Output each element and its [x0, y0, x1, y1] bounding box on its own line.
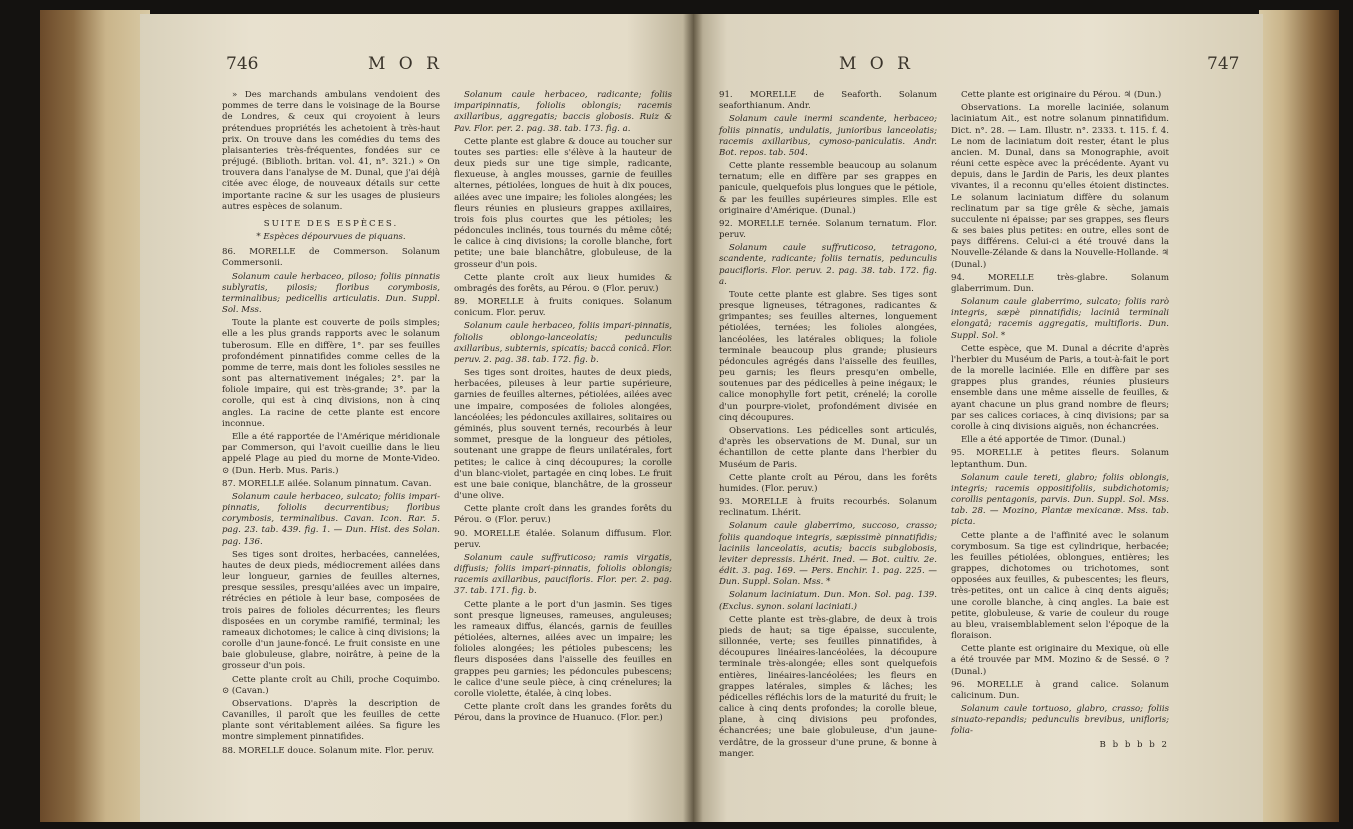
- latin-description: Solanum caule herbaceo, foliis impari-pinnatis, foliolis oblongo-lanceolatis; pedunculis axillaribus, subternis, spicatis; baccâ conicâ. Flor. peruv. 2. pag. 38. tab. 172. fig. b.: [454, 321, 672, 365]
- running-header: M O R: [839, 54, 914, 74]
- paragraph: Cette plante croît dans les grandes forêts du Pérou. ⊙ (Flor. peruv.): [454, 504, 672, 526]
- latin-description: Solanum caule suffruticoso; ramis virgatis, diffusis; foliis impari-pinnatis, foliolis oblongis; racemis axillaribus, paucifloris. Flor. per. 2. pag. 37. tab. 171. fig. b.: [454, 552, 672, 597]
- paragraph: Elle a été apportée de Timor. (Dunal.): [961, 435, 1126, 446]
- book-edge-left: [40, 10, 150, 822]
- paragraph: Cette plante est originaire du Mexique, où elle a été trouvée par MM. Mozino & de Sessé. ⊙ ? (Dunal.): [951, 644, 1169, 677]
- paragraph: Ses tiges sont droites, hautes de deux pieds, herbacées, pileuses à leur partie supérieure, garnies de feuilles alternes, pétiolées, ailées avec une impaire, composées de folioles alongées, lancéolées; les pédoncules axillaires, solitaires ou géminés, plus souvent ternés, recourbés à leur sommet, presque de la longueur des pétioles, soutenant une grappe de fleurs unilatérales, fort petites; le calice à cinq découpures; la corolle d'un blanc-violet, partagée en cinq lobes. Le fruit est une baie conique, blanchâtre, de la grosseur d'une olive.: [454, 368, 672, 502]
- paragraph: Cette plante est glabre & douce au toucher sur toutes ses parties: elle s'élève à la hauteur de deux pieds sur une tige simple, radicante, flexueuse, à angles mousses, garnie de feuilles alternes, pétiolées, longues de huit à dix pouces, ailées avec une impaire; les folioles alongées; les fleurs réunies en plusieurs grappes axillaires, trois fois plus courtes que les pétioles; les pédoncules inclinés, tous tournés du même côté; le calice à cinq divisions; la corolle blanche, fort petite; une baie blanchâtre, globuleuse, de la grosseur d'un pois.: [454, 136, 672, 270]
- signature-mark: B b b b b 2: [1099, 739, 1169, 750]
- paragraph: Cette espèce, que M. Dunal a décrite d'après l'herbier du Muséum de Paris, a tout-à-fait le port de la morelle laciniée. Elle en diffère par ses grappes plus grandes, réunies plusieurs ensemble dans une même aisselle de feuilles, & ayant chacune un plus grand nombre de fleurs; par ses calices coriaces, à cinq divisions; par sa corolle à cinq divisions aiguës, non échancrées.: [951, 343, 1169, 432]
- paragraph: Cette plante a le port d'un jasmin. Ses tiges sont presque ligneuses, rameuses, anguleuses; les rameaux diffus, élancés, garnis de feuilles pétiolées, alternes, ailées avec un impaire; les folioles alongées; les pétioles pubescens; les fleurs disposées dans l'aisselle des feuilles en grappes peu garnies; les pédoncules pubescens; le calice d'une seule pièce, à cinq crénelures; la corolle violette, étalée, à cinq lobes.: [454, 599, 672, 699]
- latin-description: Solanum caule herbaceo, radicante; foliis imparipinnatis, foliolis oblongis; racemis axillaribus, aggregatis; baccis globosis. Ruiz & Pav. Flor. per. 2. pag. 38. tab. 173. fig. a.: [454, 90, 672, 134]
- paragraph: Cette plante a de l'affinité avec le solanum corymbosum. Sa tige est cylindrique, herbacée; les feuilles pétiolées, oblongues, entières; les grappes, dichotomes ou trichotomes, sont opposées aux feuilles, & pubescentes; les fleurs, très-petites, ont un calice à cinq dents aiguës; une corolle blanche, à cinq angles. La baie est petite, globuleuse, & varie de couleur du rouge au bleu, vraisemblablement selon l'époque de la floraison.: [951, 530, 1169, 642]
- column-right: [951, 90, 1169, 762]
- page-number: 746: [226, 54, 259, 74]
- paragraph: Cette plante croît dans les grandes forêts du Pérou, dans la province de Huanuco. (Flor. per.): [454, 702, 672, 724]
- left-page: [140, 14, 693, 822]
- paragraph: Cette plante est très-glabre, de deux à trois pieds de haut; sa tige épaisse, succulente, sillonnée, verte; ses feuilles pinnatifides, à découpures linéaires-lancéolées, la découpure terminale très-alongée; elles sont quelquefois entières, linéaires-lancéolées; les fleurs en grappes latérales, simples & lâches; les pédicelles réfléchis lors de la maturité du fruit; le calice à cinq dents profondes; la corolle bleue, plane, à cinq divisions peu profondes, échancrées; une baie globuleuse, d'un jaune-verdâtre, de la grosseur d'une prune, & bonne à manger.: [719, 614, 937, 759]
- latin-description: Solanum caule herbaceo, piloso; foliis pinnatis sublyratis, pilosis; floribus corymbosis, terminalibus; pedicellis articulatis. Dun. Suppl. Sol. Mss.: [222, 271, 440, 316]
- species-entry: 93. MORELLE à fruits recourbés. Solanum reclinatum. Lhérit.: [719, 497, 937, 519]
- species-entry: 87. MORELLE ailée. Solanum pinnatum. Cavan.: [222, 478, 432, 489]
- latin-description: Solanum caule suffruticoso, tetragono, scandente, radicante; foliis ternatis, pedunculis paucifloris. Flor. peruv. 2. pag. 38. tab. 172. fig. a.: [719, 243, 937, 287]
- paragraph: Cette plante croît au Chili, proche Coquimbo. ⊙ (Cavan.): [222, 674, 440, 696]
- latin-description: Solanum caule glaberrimo, sulcato; foliis rarò integris, sæpè pinnatifidis; laciniâ terminali elongatâ; racemis aggregatis, multifloris. Dun. Suppl. Sol. *: [951, 297, 1169, 341]
- paragraph: Cette plante croît aux lieux humides & ombragés des forêts, au Pérou. ⊙ (Flor. peruv.): [454, 272, 672, 294]
- right-page: [693, 14, 1263, 822]
- paragraph: Toute cette plante est glabre. Ses tiges sont presque ligneuses, tétragones, radicantes & grimpantes; ses feuilles alternes, longuement pétiolées, ternées; les folioles alongées, lancéolées, les latérales obliques; la foliole terminale beaucoup plus grande; plusieurs pédoncules agrégés dans l'aisselle des feuilles, peu garnis; les fleurs presqu'en ombelle, soutenues par des pédicelles à peine inégaux; le calice monophylle fort petit, crénelé; la corolle d'un pourpre-violet, profondément divisée en cinq découpures.: [719, 289, 937, 423]
- paragraph: Cette plante croît au Pérou, dans les forêts humides. (Flor. peruv.): [719, 472, 937, 494]
- book-gutter: [683, 14, 703, 822]
- latin-description: Solanum caule tereti, glabro; foliis oblongis, integris; racemis oppositifoliis, subdichotomis; corollis pentagonis, parvis. Dun. Suppl. Sol. Mss. tab. 28. — Mozino, Plantæ mexicanæ. Mss. tab. picta.: [951, 472, 1169, 528]
- paragraph: Cette plante ressemble beaucoup au solanum ternatum; elle en diffère par ses grappes en panicule, quelquefois plus longues que le pétiole, & par les feuilles supérieures simples. Elle est originaire d'Amérique. (Dunal.): [719, 161, 937, 216]
- species-entry: 91. MORELLE de Seaforth. Solanum seaforthianum. Andr.: [719, 90, 937, 112]
- text-columns: [719, 90, 1169, 762]
- page-number: 747: [1207, 54, 1240, 74]
- paragraph: Observations. D'après la description de Cavanilles, il paroît que les feuilles de cette plante sont véritablement ailées. Sa figure les montre simplement pinnatifides.: [222, 698, 440, 743]
- species-entry: 95. MORELLE à petites fleurs. Solanum leptanthum. Dun.: [951, 448, 1169, 470]
- latin-description: Solanum laciniatum. Dun. Mon. Sol. pag. 139. (Exclus. synon. solani laciniati.): [719, 590, 937, 612]
- paragraph: Elle a été rapportée de l'Amérique méridionale par Commerson, qui l'avoit cueillie dans le lieu appelé Plage au pied du morne de Monte-Video. ⊙ (Dun. Herb. Mus. Paris.): [222, 431, 440, 476]
- species-entry: 96. MORELLE à grand calice. Solanum calicinum. Dun.: [951, 679, 1169, 701]
- latin-description: Solanum caule herbaceo, sulcato; foliis impari-pinnatis, foliolis decurrentibus; floribus corymbosis, terminalibus. Cavan. Icon. Rar. 5. pag. 23. tab. 439. fig. 1. — Dun. Hist. des Solan. pag. 136.: [222, 491, 440, 547]
- book-edge-right: [1259, 10, 1339, 822]
- column-right: [454, 90, 672, 759]
- latin-description: Solanum caule tortuoso, glabro, crasso; foliis sinuato-repandis; pedunculis brevibus, unifloris; folia-: [951, 704, 1169, 737]
- subsection-heading: * Espèces dépourvues de piquans.: [256, 232, 406, 243]
- species-entry: 94. MORELLE très-glabre. Solanum glaberrimum. Dun.: [951, 272, 1169, 294]
- latin-description: Solanum caule inermi scandente, herbaceo; foliis pinnatis, undulatis, junioribus lanceolatis; racemis axillaribus, cymoso-paniculatis. Andr. Bot. repos. tab. 504.: [719, 114, 937, 158]
- column-left: [222, 90, 440, 759]
- latin-description: Solanum caule glaberrimo, succoso, crasso; foliis quandoque integris, sæpissimè pinnatifidis; laciniis lanceolatis, acutis; baccis subglobosis, leviter depressis. Lhérit. Ined. — Bot. cultiv. 2e. édit. 3. pag. 169. — Pers. Enchir. 1. pag. 225. — Dun. Suppl. Solan. Mss. *: [719, 521, 937, 588]
- paragraph: » Des marchands ambulans vendoient des pommes de terre dans le voisinage de la Bourse de Londres, & ceux qui croyoient à leurs prétendues propriétés les achetoient à très-haut prix. On trouve dans les comédies du tems des plaisanteries très-fréquentes, fondées sur ce préjugé. (Biblioth. britan. vol. 41, n°. 321.) » On trouvera dans l'analyse de M. Dunal, que j'ai déjà citée avec éloge, de nouveaux détails sur cette importante racine & sur les usages de plusieurs autres espèces de solanum.: [222, 90, 440, 212]
- column-left: [719, 90, 937, 762]
- species-entry: 90. MORELLE étalée. Solanum diffusum. Flor. peruv.: [454, 528, 672, 550]
- species-entry: 92. MORELLE ternée. Solanum ternatum. Flor. peruv.: [719, 218, 937, 241]
- paragraph: Observations. Les pédicelles sont articulés, d'après les observations de M. Dunal, sur un échantillon de cette plante dans l'herbier du Muséum de Paris.: [719, 425, 937, 470]
- paragraph: Ses tiges sont droites, herbacées, cannelées, hautes de deux pieds, médiocrement ailées dans leur longueur, garnies de feuilles alternes, presque sessiles, presqu'ailées avec un impaire, rétrécies en pétiole à leur base, composées de trois paires de folioles décurrentes; les fleurs disposées en un corymbe ramifié, terminal; les rameaux dichotomes; le calice à cinq divisions; la corolle d'un jaune-foncé. Le fruit consiste en une baie globuleuse, glabre, noirâtre, à peine de la grosseur d'un pois.: [222, 549, 440, 672]
- species-entry: 88. MORELLE douce. Solanum mite. Flor. peruv.: [222, 745, 435, 756]
- paragraph: Cette plante est originaire du Pérou. ♃ (Dun.): [961, 90, 1162, 100]
- running-header: M O R: [368, 54, 443, 74]
- section-heading: SUITE DES ESPÈCES.: [263, 218, 399, 229]
- text-columns: [222, 90, 672, 759]
- species-entry: 89. MORELLE à fruits coniques. Solanum conicum. Flor. peruv.: [454, 297, 672, 319]
- paragraph: Toute la plante est couverte de poils simples; elle a les plus grands rapports avec le solanum tuberosum. Elle en diffère, 1°. par ses feuilles profondément pinnatifides comme celles de la pomme de terre, mais dont les folioles sessiles ne sont pas alternativement inégales; 2°. par la foliole impaire, qui est très-grande; 3°. par la corolle, qui est à cinq divisions, non à cinq angles. La racine de cette plante est encore inconnue.: [222, 318, 440, 429]
- paragraph: Observations. La morelle laciniée, solanum laciniatum Ait., est notre solanum pinnatifidum. Dict. n°. 28. — Lam. Illustr. n°. 2333. t. 115. f. 4. Le nom de laciniatum doit rester, étant le plus ancien. M. Dunal, dans sa Monographie, avoit réuni cette espèce avec la précédente. Ayant vu depuis, dans le Jardin de Paris, les deux plantes vivantes, il a reconnu qu'elles étoient distinctes. Le solanum laciniatum diffère du solanum reclinatum par sa tige grêle & sèche, jamais succulente ni épaisse; par ses grappes, ses fleurs & ses baies plus petites: en outre, elles sont de pays différens. Celui-ci a été trouvé dans la Nouvelle-Zélande & dans la Nouvelle-Hollande. ♃ (Dunal.): [951, 103, 1169, 270]
- species-entry: 86. MORELLE de Commerson. Solanum Commersonii.: [222, 247, 440, 269]
